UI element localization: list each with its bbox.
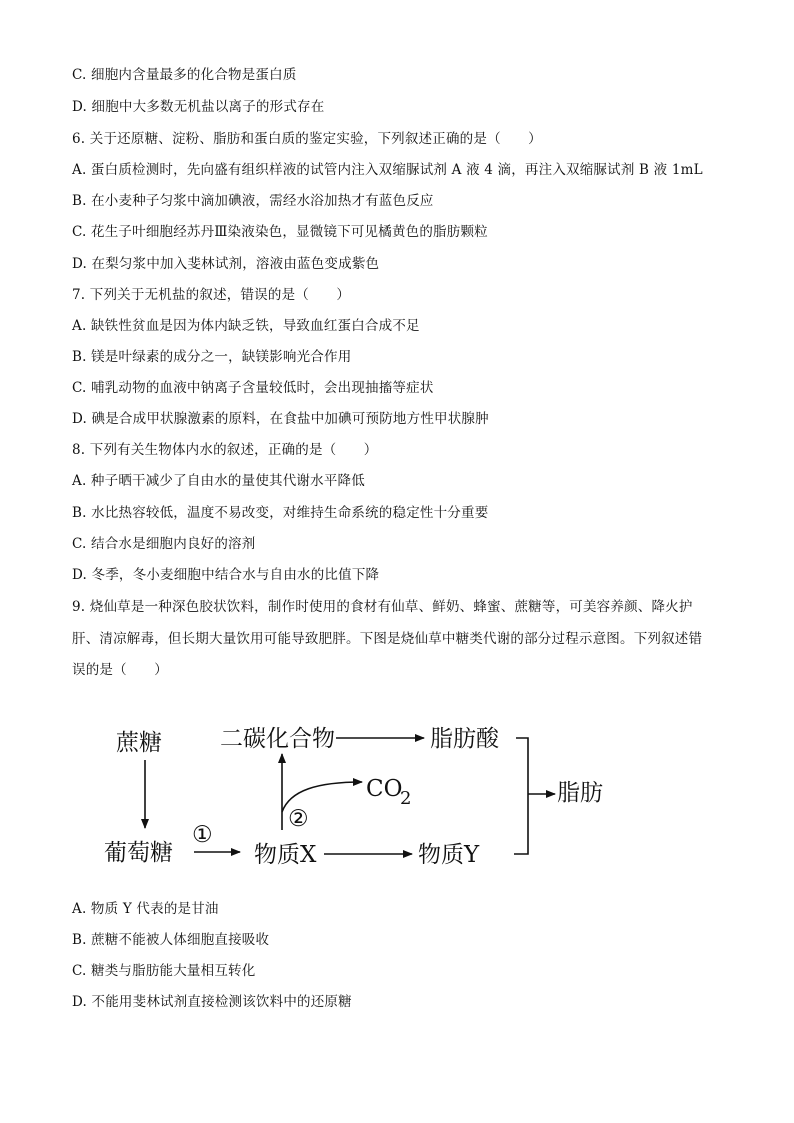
option-9b: B. 蔗糖不能被人体细胞直接吸收 — [72, 932, 270, 948]
option-7b: B. 镁是叶绿素的成分之一，缺镁影响光合作用 — [72, 349, 352, 365]
question-6-stem: 6. 关于还原糖、淀粉、脂肪和蛋白质的鉴定实验，下列叙述正确的是（ ） — [72, 131, 542, 147]
option-7d: D. 碘是合成甲状腺激素的原料，在食盐中加碘可预防地方性甲状腺肿 — [72, 411, 489, 427]
option-7a: A. 缺铁性贫血是因为体内缺乏铁，导致血红蛋白合成不足 — [72, 318, 420, 334]
option-8d: D. 冬季，冬小麦细胞中结合水与自由水的比值下降 — [72, 567, 380, 583]
label-fat: 脂肪 — [557, 780, 603, 806]
option-8a: A. 种子晒干减少了自由水的量使其代谢水平降低 — [72, 473, 365, 489]
option-5d: D. 细胞中大多数无机盐以离子的形式存在 — [72, 99, 325, 115]
label-substance-x: 物质X — [254, 842, 317, 868]
option-8b: B. 水比热容较低，温度不易改变，对维持生命系统的稳定性十分重要 — [72, 505, 489, 521]
label-step-1: ① — [192, 822, 213, 848]
label-co2: CO — [366, 776, 403, 802]
option-8c: C. 结合水是细胞内良好的溶剂 — [72, 536, 256, 552]
option-9d: D. 不能用斐林试剂直接检测该饮料中的还原糖 — [72, 994, 352, 1010]
diagram-svg — [100, 712, 620, 882]
option-6b: B. 在小麦种子匀浆中滴加碘液，需经水浴加热才有蓝色反应 — [72, 193, 434, 209]
label-step-2: ② — [288, 806, 309, 832]
sugar-metabolism-diagram — [100, 712, 620, 882]
option-7c: C. 哺乳动物的血液中钠离子含量较低时，会出现抽搐等症状 — [72, 380, 434, 396]
option-9a: A. 物质 Y 代表的是甘油 — [72, 901, 219, 917]
option-6a: A. 蛋白质检测时，先向盛有组织样液的试管内注入双缩脲试剂 A 液 4 滴，再注入双缩脲试剂 B 液 1mL — [72, 162, 703, 178]
option-5c: C. 细胞内含量最多的化合物是蛋白质 — [72, 67, 297, 83]
question-9-stem-line2: 肝、清凉解毒，但长期大量饮用可能导致肥胖。下图是烧仙草中糖类代谢的部分过程示意图。下列叙述错 — [72, 631, 703, 647]
question-7-stem: 7. 下列关于无机盐的叙述，错误的是（ ） — [72, 287, 351, 303]
label-sucrose: 蔗糖 — [116, 730, 162, 756]
label-fatty-acid: 脂肪酸 — [430, 726, 499, 752]
option-6c: C. 花生子叶细胞经苏丹Ⅲ染液染色，显微镜下可见橘黄色的脂肪颗粒 — [72, 224, 488, 240]
option-6d: D. 在梨匀浆中加入斐林试剂，溶液由蓝色变成紫色 — [72, 256, 380, 272]
option-9c: C. 糖类与脂肪能大量相互转化 — [72, 963, 256, 979]
question-9-stem-line3: 误的是（ ） — [72, 662, 168, 678]
label-two-carbon: 二碳化合物 — [220, 726, 335, 752]
label-glucose: 葡萄糖 — [104, 840, 173, 866]
question-8-stem: 8. 下列有关生物体内水的叙述，正确的是（ ） — [72, 442, 378, 458]
question-9-stem-line1: 9. 烧仙草是一种深色胶状饮料，制作时使用的食材有仙草、鲜奶、蜂蜜、蔗糖等，可美容养颜、降火护 — [72, 599, 693, 615]
label-substance-y: 物质Y — [418, 842, 480, 868]
bracket-combine — [514, 738, 528, 854]
label-co2-subscript: 2 — [400, 788, 412, 809]
